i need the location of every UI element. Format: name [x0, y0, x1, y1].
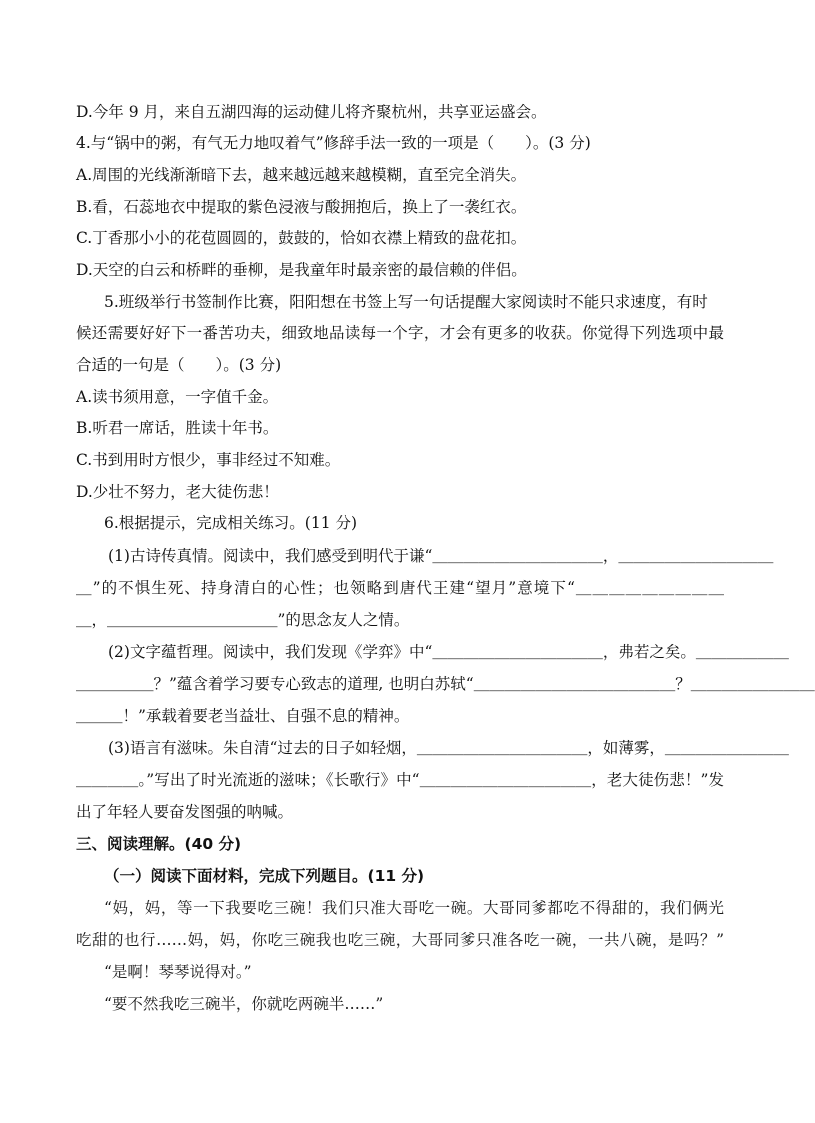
question-6-2-line-2: ＿＿＿＿＿？”蕴含着学习要专心致志的道理, 也明白苏轼“＿＿＿＿＿＿＿＿＿＿＿＿＿？＿＿＿＿＿＿＿＿	[76, 675, 815, 693]
option-3d: D.今年 9 月，来自五湖四海的运动健儿将齐聚杭州，共享亚运盛会。	[76, 103, 547, 121]
section-3-heading: 三、阅读理解。(40 分)	[76, 835, 242, 853]
question-6-3-line-1: (3)语言有滋味。朱自清“过去的日子如轻烟，＿＿＿＿＿＿＿＿＿＿＿，如薄雾，＿＿＿＿＿＿＿＿	[108, 739, 789, 757]
option-5c: C.书到用时方恨少，事非经过不知难。	[76, 451, 341, 469]
subsection-1-heading: （一）阅读下面材料，完成下列题目。(11 分)	[104, 867, 425, 885]
question-6-3-line-3: 出了年轻人要奋发图强的呐喊。	[76, 803, 294, 821]
question-6-1-line-3: ＿，＿＿＿＿＿＿＿＿＿＿＿”的思念友人之情。	[76, 611, 410, 629]
question-6-3-line-2: ＿＿＿＿。”写出了时光流逝的滋味；《长歌行》中“＿＿＿＿＿＿＿＿＿＿＿，老大徒伤悲！”发	[76, 771, 724, 789]
story-paragraph-1-line-2: 吃甜的也行……妈，妈，你吃三碗我也吃三碗，大哥同爹只准各吃一碗，一共八碗，是吗？”	[76, 931, 724, 949]
question-5-line-1: 5.班级举行书签制作比赛，阳阳想在书签上写一句话提醒大家阅读时不能只求速度，有时	[104, 293, 708, 311]
option-4c: C.丁香那小小的花苞圆圆的，鼓鼓的，恰如衣襟上精致的盘花扣。	[76, 229, 527, 247]
question-5-line-3: 合适的一句是（ ）。(3 分)	[76, 356, 282, 374]
question-6: 6.根据提示，完成相关练习。(11 分)	[104, 514, 358, 532]
story-paragraph-2: “是啊！琴琴说得对。”	[104, 963, 252, 981]
story-paragraph-3: “要不然我吃三碗半，你就吃两碗半……”	[104, 995, 384, 1013]
story-paragraph-1-line-1: “妈，妈，等一下我要吃三碗！我们只准大哥吃一碗。大哥同爹都吃不得甜的，我们俩光	[104, 899, 724, 917]
option-4b: B.看，石蕊地衣中提取的紫色浸液与酸拥抱后，换上了一袭红衣。	[76, 198, 527, 216]
question-6-2-line-3: ＿＿＿！”承载着要老当益壮、自强不息的精神。	[76, 707, 410, 725]
question-6-1-line-2: ＿”的不惧生死、持身清白的心性；也领略到唐代王建“望月”意境下“＿＿＿＿＿＿＿＿＿	[76, 579, 724, 597]
option-5d: D.少壮不努力，老大徒伤悲！	[76, 483, 279, 501]
option-4d: D.天空的白云和桥畔的垂柳，是我童年时最亲密的最信赖的伴侣。	[76, 261, 527, 279]
question-6-1-line-1: (1)古诗传真情。阅读中，我们感受到明代于谦“＿＿＿＿＿＿＿＿＿＿＿，＿＿＿＿＿＿＿＿＿＿	[108, 547, 774, 565]
question-5-line-2: 候还需要好好下一番苦功夫，细致地品读每一个字，才会有更多的收获。你觉得下列选项中最	[76, 324, 724, 342]
question-6-2-line-1: (2)文字蕴哲理。阅读中，我们发现《学弈》中“＿＿＿＿＿＿＿＿＿＿＿，弗若之矣。＿＿＿＿＿＿	[108, 643, 789, 661]
question-4: 4.与“锅中的粥，有气无力地叹着气”修辞手法一致的一项是（ ）。(3 分)	[76, 134, 591, 152]
option-4a: A.周围的光线渐渐暗下去，越来越远越来越模糊，直至完全消失。	[76, 166, 527, 184]
option-5a: A.读书须用意，一字值千金。	[76, 388, 279, 406]
option-5b: B.听君一席话，胜读十年书。	[76, 419, 279, 437]
